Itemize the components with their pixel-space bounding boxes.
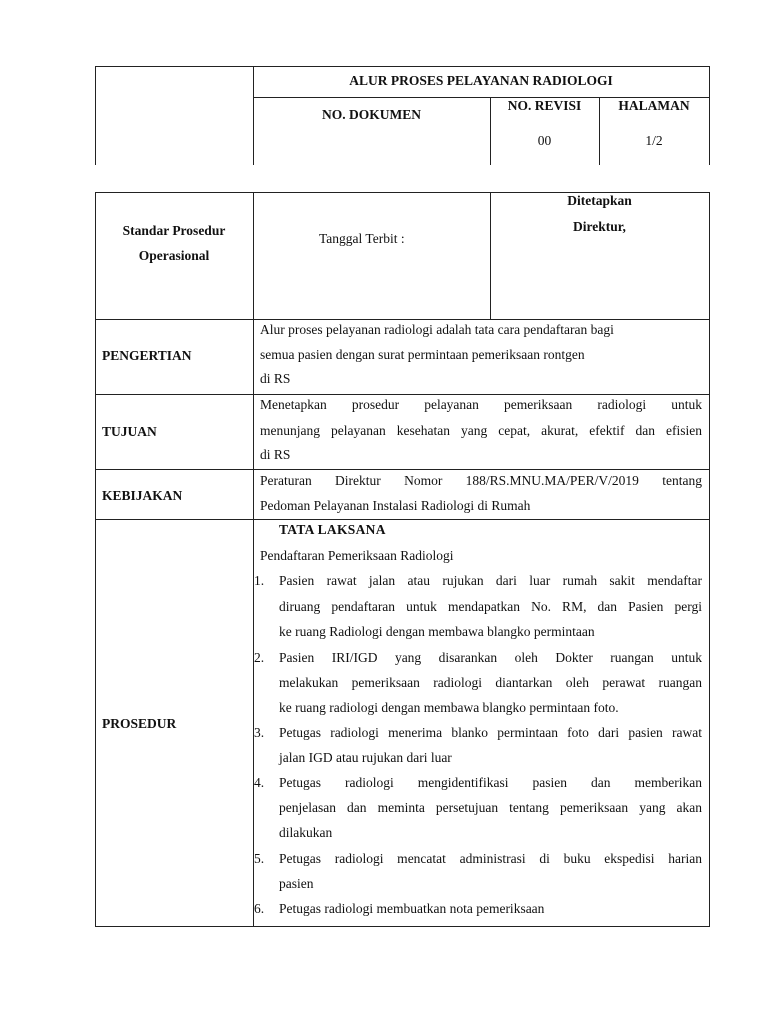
list-item-line: pasien — [279, 876, 314, 891]
list-item-line: Pasien IRI/IGD yang disarankan oleh Dokter ruangan untuk — [279, 650, 702, 665]
list-item-line: jalan IGD atau rujukan dari luar — [279, 750, 452, 765]
sop-label — [95, 218, 253, 268]
pengertian-line: Alur proses pelayanan radiologi adalah tata cara pendaftaran bagi — [260, 322, 614, 337]
list-item-number: 4. — [254, 775, 265, 790]
list-item-line: Petugas radiologi mencatat administrasi di buku ekspedisi harian — [279, 851, 702, 866]
halaman-label: HALAMAN — [618, 98, 690, 113]
list-item-line: Petugas radiologi mengidentifikasi pasien dan memberikan — [279, 775, 702, 790]
halaman-value: 1/2 — [645, 133, 663, 148]
document-title: ALUR PROSES PELAYANAN RADIOLOGI — [349, 73, 613, 88]
list-item-number: 2. — [254, 650, 265, 665]
kebijakan-line: Pedoman Pelayanan Instalasi Radiologi di Rumah — [260, 498, 531, 513]
prosedur-subheading: Pendaftaran Pemeriksaan Radiologi — [260, 548, 454, 563]
list-item-line: ke ruang Radiologi dengan membawa blangko permintaan — [279, 624, 595, 639]
list-item-line: penjelasan dan meminta persetujuan tentang pemeriksaan yang akan — [279, 800, 702, 815]
sop-label-line1: Standar Prosedur — [122, 223, 226, 238]
list-item-number: 1. — [254, 573, 265, 588]
no-revisi-value: 00 — [537, 133, 552, 148]
tujuan-label: TUJUAN — [102, 424, 157, 439]
tata-laksana-heading: TATA LAKSANA — [279, 522, 386, 537]
list-item-line: Petugas radiologi membuatkan nota pemeriksaan — [279, 901, 545, 916]
list-item-line: dilakukan — [279, 825, 333, 840]
list-item-line: diruang pendaftaran untuk mendapatkan No. RM, dan Pasien pergi — [279, 599, 702, 614]
tanggal-terbit: Tanggal Terbit : — [319, 231, 405, 246]
pengertian-line: semua pasien dengan surat permintaan pemeriksaan rontgen — [260, 347, 585, 362]
pengertian-label: PENGERTIAN — [102, 348, 192, 363]
kebijakan-line: Peraturan Direktur Nomor 188/RS.MNU.MA/PER/V/2019 tentang — [260, 473, 702, 488]
sop-label-line2: Operasional — [138, 248, 210, 263]
list-item-line: Petugas radiologi menerima blanko permintaan foto dari pasien rawat — [279, 725, 702, 740]
prosedur-label: PROSEDUR — [102, 716, 177, 731]
tujuan-line: menunjang pelayanan kesehatan yang cepat, akurat, efektif dan efisien — [260, 423, 702, 438]
tujuan-line: Menetapkan prosedur pelayanan pemeriksaan radiologi untuk — [260, 397, 702, 412]
no-dokumen-label: NO. DOKUMEN — [322, 107, 421, 122]
list-item-line: melakukan pemeriksaan radiologi diantarkan oleh perawat ruangan — [279, 675, 702, 690]
ditetapkan-label: Ditetapkan — [567, 193, 632, 208]
kebijakan-label: KEBIJAKAN — [102, 488, 183, 503]
list-item-number: 6. — [254, 901, 265, 916]
pengertian-line: di RS — [260, 371, 291, 386]
no-revisi-label: NO. REVISI — [507, 98, 582, 113]
list-item-line: ke ruang radiologi dengan membawa blangko permintaan foto. — [279, 700, 619, 715]
list-item-line: Pasien rawat jalan atau rujukan dari luar rumah sakit mendaftar — [279, 573, 702, 588]
direktur-label: Direktur, — [573, 219, 626, 234]
list-item-number: 3. — [254, 725, 265, 740]
tujuan-line: di RS — [260, 447, 291, 462]
list-item-number: 5. — [254, 851, 265, 866]
